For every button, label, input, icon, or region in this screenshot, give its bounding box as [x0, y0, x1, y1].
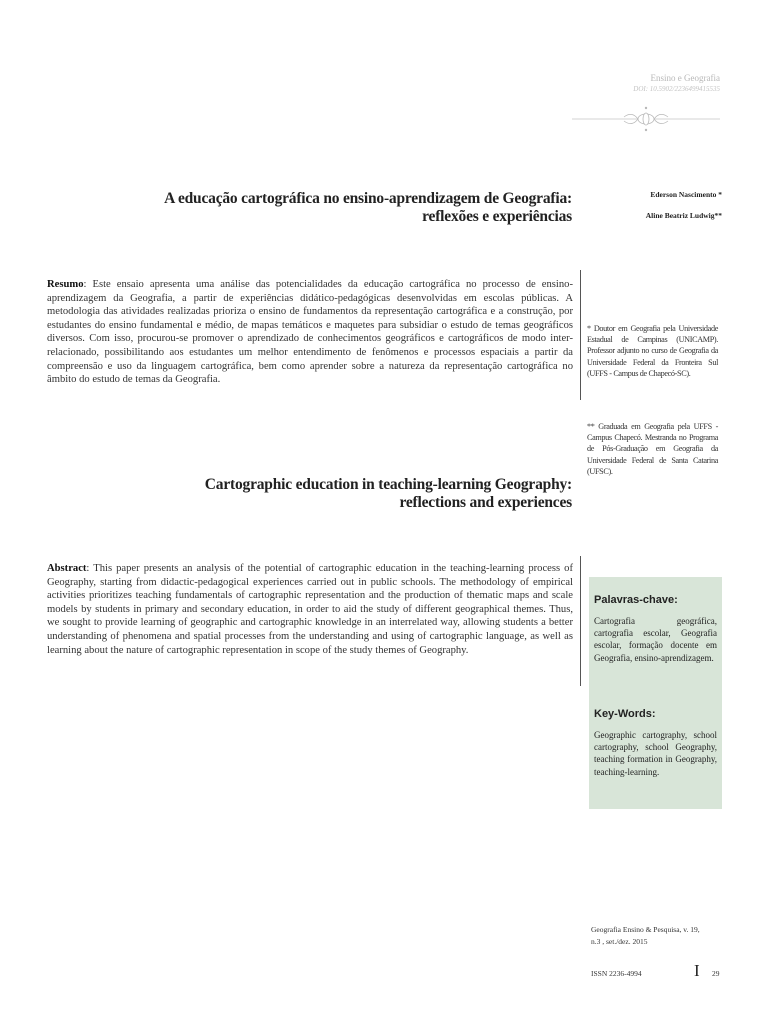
keywords-box: [589, 577, 722, 809]
portuguese-title-line1: A educação cartográfica no ensino-aprendizagem de Geografia:: [164, 190, 572, 207]
english-title-line1: Cartographic education in teaching-learning Geography:: [204, 476, 572, 493]
footnote-author-1: * Doutor em Geografia pela Universidade Estadual de Campinas (UNICAMP). Professor adjunto no curso de Geografia da Universidade Federal da Fronteira Sul (UFFS - Campus de Chapecó-SC).: [587, 324, 718, 378]
english-title-line2: reflections and experiences: [399, 494, 572, 511]
resumo-paragraph: [47, 278, 573, 387]
abstract-text: : This paper presents an analysis of the potential of cartographic education in the teaching-learning process of Geography, starting from didactic-pedagogical experiences carried out in public schools. The methodology of empirical activities prioritizes teaching fundamentals of cartographic representation and the production of thematic maps and scale models by students in primary and secondary education, in order to aid the study of different geographical themes. Thus, we sought to provide learning of geographic and cartographic knowledge in an interrelated way, allowing students a better understanding of phenomena and spatial processes from the understanding and using of cartographic language, as well as learning about the nature of cartographic representation in scope of the study themes of Geography.: [47, 563, 573, 656]
page-separator: I: [694, 961, 700, 980]
footnote-author-2: ** Graduada em Geografia pela UFFS - Campus Chapecó. Mestranda no Programa de Pós-Graduação em Geografia da Universidade Federal de Santa Catarina (UFSC).: [587, 422, 718, 476]
keywords-pt-text: Cartografia geográfica, cartografia escolar, Geografia escolar, formação docente em Geografia, ensino-aprendizagem.: [594, 616, 717, 663]
issn: ISSN 2236-4994: [591, 969, 642, 978]
author-1: Ederson Nascimento *: [650, 190, 722, 199]
journal-name: Ensino e Geografia: [650, 73, 720, 83]
resumo-label: Resumo: [47, 279, 84, 290]
resumo-text: : Este ensaio apresenta uma análise das potencialidades da educação cartográfica no processo de ensino-aprendizagem da Geografia, a partir de experiências didático-pedagógicas desenvolvidas em escolas públicas. A metodologia das atividades realizadas prioriza o ensino de fundamentos da representação cartográfica e a construção, por estudantes do ensino fundamental e médio, de mapas temáticos e maquetes para subsidiar o estudo de temas geográficos diversos. Com isso, procurou-se promover o aprendizado de conhecimentos geográficos e cartográficos de modo inter-relacionado, possibilitando aos estudantes um melhor entendimento de fenômenos e processos espaciais a partir da compreensão e uso da linguagem cartográfica, bem como aprender sobre a natureza da representação cartográfica no âmbito do estudo de temas da Geografia.: [47, 279, 573, 386]
column-divider: [580, 270, 581, 400]
english-title: [205, 476, 572, 512]
column-divider: [580, 556, 581, 686]
portuguese-title-line2: reflexões e experiências: [422, 208, 572, 225]
keywords-pt-heading: Palavras-chave:: [594, 594, 678, 606]
page-number: 29: [712, 969, 720, 978]
abstract-label: Abstract: [47, 563, 87, 574]
ornament-divider-icon: [570, 104, 722, 134]
keywords-en-text: Geographic cartography, school cartography, school Geography, teaching formation in Geography, teaching-learning.: [594, 730, 717, 777]
abstract-paragraph: [47, 562, 573, 657]
citation-line-1: Geografia Ensino & Pesquisa, v. 19,: [591, 925, 700, 934]
doi: DOI: 10.5902/2236499415535: [633, 85, 720, 93]
author-2: Aline Beatriz Ludwig**: [645, 211, 722, 220]
keywords-en-heading: Key-Words:: [594, 708, 656, 720]
portuguese-title: [164, 190, 572, 226]
citation-line-2: n.3 , set./dez. 2015: [591, 937, 648, 946]
